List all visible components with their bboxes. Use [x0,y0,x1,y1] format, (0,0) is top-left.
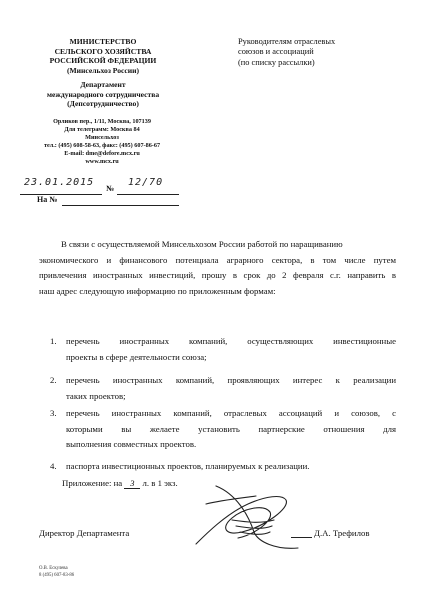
reply-number-field [62,196,179,206]
attachment-prefix: Приложение: на [62,478,123,488]
intro-line: В связи с осуществляемой Минсельхозом России работой по наращиванию [61,239,343,249]
ministry-line: (Минсельхоз России) [66,65,140,75]
handwritten-signature [186,474,304,556]
contact-line: Орликов пер., 1/11, Москва, 107139 [53,118,151,125]
list-item-line: выполнения совместных проектов. [66,439,197,450]
executor-phone: 8 (495) 607-83-86 [39,573,75,578]
recipient-line: (по списку рассылки) [238,57,315,67]
list-item-number: 4. [50,461,57,471]
intro-paragraph [39,237,396,299]
registration-date: 23.01.2015 [24,177,95,188]
contact-line: www.mcx.ru [85,158,119,166]
list-item-line: перечень иностранных компаний, проявляющих интерес к реализации [66,375,396,385]
signature-line [291,529,312,538]
registration-number: 12/70 [128,177,164,188]
ministry-line: МИНИСТЕРСТВО [69,37,137,46]
list-item-line: перечень иностранных компаний, отраслевых ассоциаций и союзов, с [66,408,396,418]
department-line: Департамент [80,80,126,89]
intro-line: экономического и финансового потенциала аграрного сектора, в том числе путем [39,254,396,265]
list-item-line: перечень иностранных компаний, осуществляющих инвестиционные [66,336,396,346]
contact-line: Минсельхоз [85,134,119,142]
list-item-number: 3. [50,408,57,418]
sender-contacts [14,118,190,167]
attachment-pages: 3 [124,478,140,489]
signer-position: Директор Департамента [39,528,130,538]
list-item-line: проекты в сфере деятельности союза; [66,351,207,362]
signer-name: Д.А. Трефилов [314,528,370,538]
attachment-line [62,478,178,489]
recipient-line: союзов и ассоциаций [238,47,314,57]
list-item-line: паспорта инвестиционных проектов, планируемых к реализации. [66,461,310,471]
list-item-line: таких проектов; [66,390,126,401]
number-label: № [106,184,115,193]
attachment-suffix: л. в 1 экз. [142,478,178,488]
intro-line: наш адрес следующую информацию по приложенным формам: [39,285,276,296]
executor-name: О.В. Ескулева [39,566,68,571]
contact-line: E-mail: dme@defore.mcx.ru [64,150,140,158]
ministry-line: РОССИЙСКОЙ ФЕДЕРАЦИИ [49,56,157,66]
department-header [22,80,184,109]
reply-label: На № [37,195,58,204]
recipient-line: Руководителям отраслевых [238,37,336,46]
department-line: международного сотрудничества [46,89,160,99]
list-item-line: которыми вы желаете установить партнерские отношения для [66,423,396,434]
ministry-line: СЕЛЬСКОГО ХОЗЯЙСТВА [54,46,152,56]
contact-line: тел.: (495) 608-58-63, факс: (495) 607-86-67 [43,142,161,150]
intro-line: привлечения иностранных инвестиций, прошу в срок до 2 февраля с.г. направить в [39,270,396,281]
list-item-number: 2. [50,375,57,385]
recipient-block [238,37,335,68]
ministry-header [22,37,184,75]
department-line: (Депсотрудничество) [67,99,139,109]
list-item-number: 1. [50,336,57,346]
contact-line: Для телеграмм: Москва 84 [64,126,140,134]
